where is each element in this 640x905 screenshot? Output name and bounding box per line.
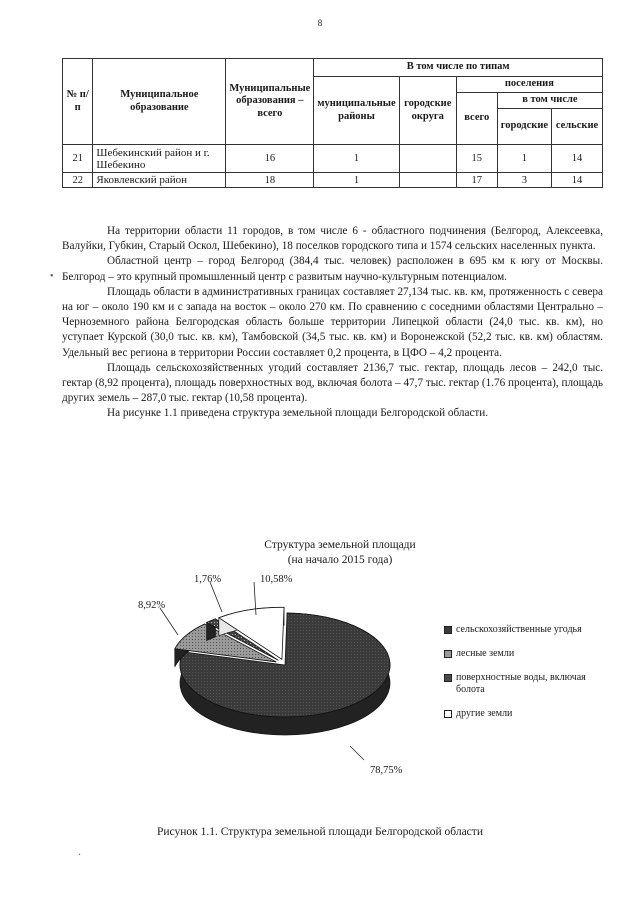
header-districts: муниципальные районы [314, 77, 399, 145]
cell-urban: 1 [497, 145, 551, 173]
legend-swatch [444, 710, 452, 718]
data-label: 8,92% [138, 600, 166, 611]
legend-label: поверхностные воды, включая болота [456, 672, 586, 695]
legend-item-forest [444, 648, 594, 660]
chart-subtitle: (на начало 2015 года) [287, 554, 393, 566]
cell-rural: 14 [552, 173, 603, 188]
scan-mark: · [78, 850, 82, 861]
legend-label: другие земли [456, 708, 513, 719]
legend-item-other [444, 708, 594, 720]
legend-swatch [444, 650, 452, 658]
legend-swatch [444, 674, 452, 682]
header-incl: в том числе [497, 93, 602, 109]
cell-name: Шебекинский район и г. Шебекино [93, 145, 226, 173]
cell-total: 18 [226, 173, 314, 188]
leader-line [350, 746, 364, 760]
header-city-districts: городские округа [399, 77, 456, 145]
legend-swatch [444, 626, 452, 634]
header-rural: сельские [552, 109, 603, 145]
data-label: 78,75% [370, 765, 403, 776]
data-label: 10,58% [260, 574, 293, 585]
chart-legend [444, 624, 594, 732]
header-name: Муниципальное образование [93, 59, 226, 145]
data-label: 1,76% [194, 574, 222, 585]
legend-label: сельскохозяйственные угодья [456, 624, 582, 635]
paragraph-land: Площадь сельскохозяйственных угодий составляет 2136,7 тыс. гектар, площадь лесов – 242,0 тыс. гектар (8,92 процента), площадь поверхностных вод, включая болота – 47,7 тыс. гектар (1.76 процента), площадь других земель – 287,0 тыс. гектар (10,58 процента). [62, 361, 603, 405]
header-num: № п/п [63, 59, 93, 145]
header-urban: городские [497, 109, 551, 145]
scan-mark: • [50, 271, 54, 282]
figure-caption: Рисунок 1.1. Структура земельной площади Белгородской области [157, 826, 483, 838]
paragraph-figure-ref: На рисунке 1.1 приведена структура земельной площади Белгородской области. [107, 407, 489, 420]
header-settlements-group: поселения [456, 77, 602, 93]
cell-districts: 1 [314, 173, 399, 188]
paragraph-center: Областной центр – город Белгород (384,4 тыс. человек) расположен в 695 км к югу от Москвы. Белгород – это крупный промышленный центр с развитым научно-культурным потенциалом. [62, 255, 603, 283]
cell-num: 21 [63, 145, 93, 173]
cell-rural: 14 [552, 145, 603, 173]
header-total: Муниципальные образования – всего [226, 59, 314, 145]
header-types-group: В том числе по типам [314, 59, 603, 77]
cell-settlements-total: 17 [456, 173, 497, 188]
chart-title: Структура земельной площади [264, 539, 416, 551]
header-settlements-total: всего [456, 93, 497, 145]
cell-name: Яковлевский район [93, 173, 226, 188]
cell-num: 22 [63, 173, 93, 188]
cell-urban: 3 [497, 173, 551, 188]
legend-item-water [444, 672, 594, 696]
leader-line [210, 582, 222, 612]
legend-label: лесные земли [456, 648, 515, 659]
paragraph-cities: На территории области 11 городов, в том числе 6 - областного подчинения (Белгород, Алексеевка, Валуйки, Губкин, Старый Оскол, Шебекино), 18 поселков городского типа и 1574 сельских населенных пункта. [62, 225, 603, 253]
cell-total: 16 [226, 145, 314, 173]
cell-districts: 1 [314, 145, 399, 173]
paragraph-area: Площадь области в административных границах составляет 27,134 тыс. кв. км, протяженность с севера на юг – около 190 км и с запада на восток – около 270 км. По сравнению с соседними областями Центрально – Черноземного района Белгородская область больше территории Липецкой области (24,0 тыс. кв. км), но уступает Курской (30,0 тыс. кв. км), Тамбовской (34,5 тыс. кв. км) и Воронежской (52,2 тыс. кв. км) областям. Удельный вес региона в территории России составляет 0,2 процента, в ЦФО – 4,2 процента. [62, 285, 603, 359]
cell-settlements-total: 15 [456, 145, 497, 173]
leader-line [160, 608, 178, 635]
page-number: 8 [317, 18, 323, 28]
legend-item-agri [444, 624, 594, 636]
